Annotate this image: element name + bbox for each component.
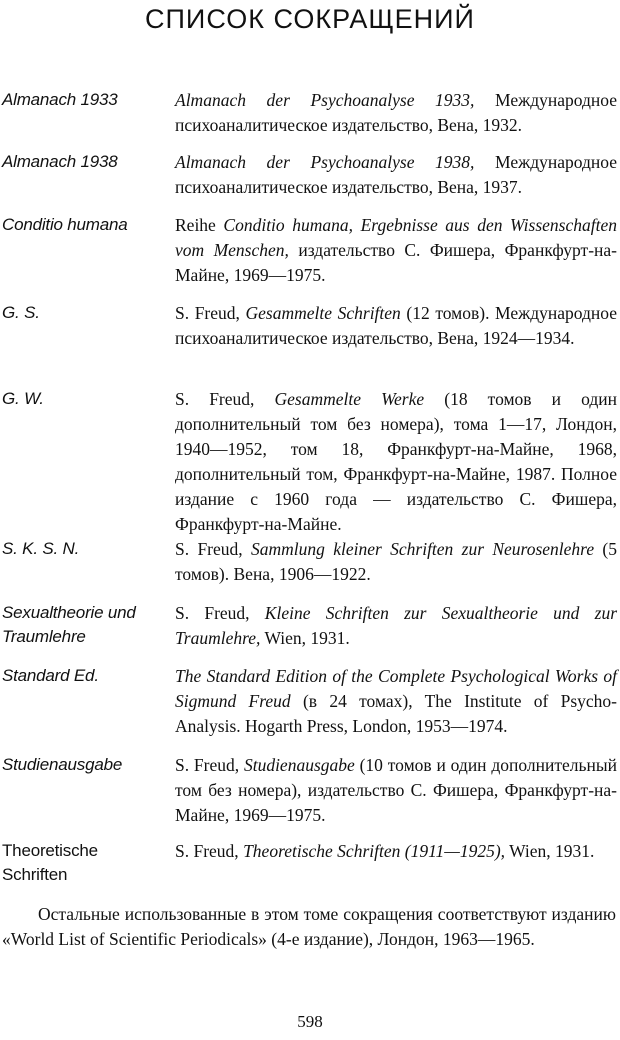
definition-text: S. Freud, [175,755,244,775]
abbreviation-term: G. S. [2,303,40,322]
abbreviation-definition [175,753,617,828]
abbreviation-term: Studienausgabe [2,755,123,774]
definition-title: Gesammelte Schriften [245,303,401,323]
definition-text: (10 томов и один дополнительный том без номера), издательство С. Фишера, Франкфурт-на-Майне, 1969—1975. [175,755,617,825]
definition-title: Kleine Schriften zur Sexualtheorie und zur Traumlehre, [175,603,618,648]
abbreviation-term: Conditio humana [2,215,128,234]
definition-text: S. Freud, [175,389,275,409]
abbreviation-definition [175,387,617,537]
list-item [0,537,620,601]
abbreviation-term: S. K. S. N. [2,539,80,558]
abbreviation-definition [175,213,617,288]
abbreviation-list [0,88,620,899]
definition-text: Reihe [175,215,224,235]
definition-title: Conditio humana, Ergebnisse aus den Wissenschaften vom Menschen, [175,215,617,260]
definition-text: Международное психоаналитическое издательство, Вена, 1937. [175,152,617,197]
page-number: 598 [297,1012,323,1031]
list-item [0,213,620,301]
list-item [0,88,620,150]
definition-text: (12 томов). Международное психоаналитическое издательство, Вена, 1924—1934. [175,303,618,348]
abbreviation-definition [175,88,617,138]
abbreviation-definition [175,150,617,200]
list-item [0,301,620,387]
definition-title: Sammlung kleiner Schriften zur Neurosenlehre [250,539,595,559]
definition-text: S. Freud, [175,841,244,861]
list-item [0,664,620,753]
abbreviation-definition [175,839,617,864]
definition-text: (в 24 томах), The Institute of Psycho-Analysis. Hogarth Press, London, 1953—1974. [175,691,618,736]
abbreviation-term: Standard Ed. [2,666,99,685]
closing-note: Остальные использованные в этом томе сокращения соответствуют изданию «World List of Scientific Periodicals» (4-е издание), Лондон, 1963—1965. [2,904,616,949]
definition-title: Almanach der Psychoanalyse 1933, [175,90,475,110]
definition-text: издательство С. Фишера, Франкфурт-на-Майне, 1969—1975. [175,240,617,285]
definition-title: Studienausgabe [243,755,355,775]
abbreviation-term: Sexualtheorie und Traumlehre [2,603,136,646]
abbreviation-term: Almanach 1933 [2,90,118,109]
abbreviation-term: Theoretische Schriften [2,841,98,884]
definition-title: Almanach der Psychoanalyse 1938, [175,152,475,172]
abbreviation-term: G. W. [2,389,44,408]
definition-text: Международное психоаналитическое издательство, Вена, 1932. [175,90,617,135]
definition-text: (18 томов и один дополнительный том без номера), тома 1—17, Лондон, 1940—1952, том 18, Франкфурт-на-Майне, 1968, дополнительный том, Франкфурт-на-Майне, 1987. Полное издание с 1960 года — издательство С. Фишера, Франкфурт-на-Майне. [175,389,617,534]
list-item [0,839,620,899]
abbreviation-term: Almanach 1938 [2,152,118,171]
definition-text: S. Freud, [175,539,251,559]
list-item [0,753,620,839]
definition-title: Gesammelte Werke [274,389,425,409]
definition-text: (5 томов). Вена, 1906—1922. [175,539,618,584]
abbreviation-definition [175,601,617,651]
list-item [0,150,620,213]
definition-text: Wien, 1931. [260,628,350,648]
definition-title: Theoretische Schriften (1911—1925), [243,841,506,861]
abbreviation-definition [175,301,617,351]
abbreviation-definition [175,537,617,587]
list-item [0,387,620,537]
list-item [0,601,620,664]
abbreviation-definition [175,664,617,739]
page-title: СПИСОК СОКРАЩЕНИЙ [145,4,475,34]
definition-text: S. Freud, [175,303,246,323]
definition-text: S. Freud, [175,603,265,623]
definition-title: The Standard Edition of the Complete Psychological Works of Sigmund Freud [175,666,617,711]
definition-text: Wien, 1931. [505,841,595,861]
